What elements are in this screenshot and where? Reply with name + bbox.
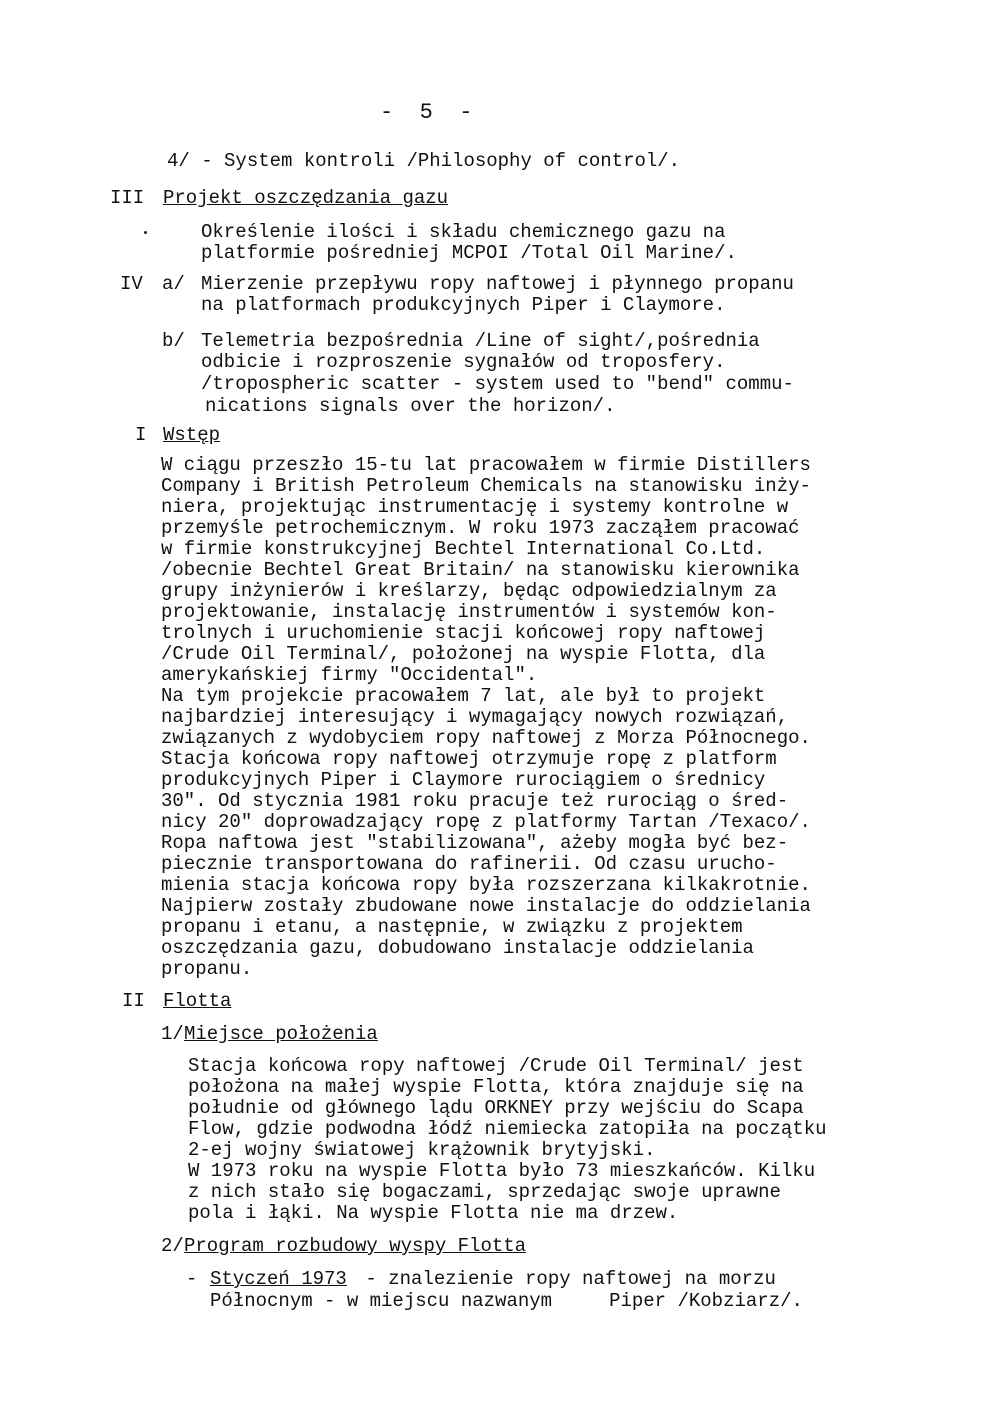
intro-paragraph-line: propanu. [161,958,253,980]
section-3-number: III [110,187,145,209]
location-paragraph-line: W 1973 roku na wyspie Flotta było 73 mieszkańców. Kilku [188,1160,816,1182]
intro-paragraph-line: /obecnie Bechtel Great Britain/ na stanowisku kierownika [161,559,800,581]
location-paragraph-line: Stacja końcowa ropy naftowej /Crude Oil Terminal/ jest [188,1055,804,1077]
stray-dot [144,231,147,234]
intro-paragraph-line: projektowanie, instalację instrumentów i systemów kon- [161,601,777,623]
section-2-title: Flotta [163,990,232,1012]
intro-paragraph-line: przemyśle petrochemicznym. W roku 1973 zacząłem pracować [161,517,800,539]
toc-item-4: 4/ - System kontroli /Philosophy of control/. [167,150,681,172]
timeline-date: Styczeń 1973 [210,1268,347,1290]
intro-paragraph-line: najbardziej interesujący i wymagający nowych rozwiązań, [161,706,789,728]
section-4-b-line: odbicie i rozproszenie sygnałów od troposfery. [201,351,726,373]
section-3-title: Projekt oszczędzania gazu [163,187,449,209]
intro-paragraph-line: niera, projektując instrumentację i systemy kontrolne w [161,496,789,518]
intro-paragraph-line: 30". Od stycznia 1981 roku pracuje też rurociąg o śred- [161,790,789,812]
location-paragraph-line: z nich stało się bogaczami, sprzedając swoje uprawne [188,1181,781,1203]
subsection-1-title: Miejsce położenia [184,1023,378,1045]
intro-paragraph-line: nicy 20" doprowadzający ropę z platformy Tartan /Texaco/. [161,811,811,833]
location-paragraph-line: pola i łąki. Na wyspie Flotta nie ma drzew. [188,1202,679,1224]
section-4-b-line: /tropospheric scatter - system used to "bend" commu- [201,373,794,395]
section-1-title: Wstęp [163,424,221,446]
subsection-2-title: Program rozbudowy wyspy Flotta [184,1235,527,1257]
location-paragraph-line: położona na małej wyspie Flotta, która znajduje się na [188,1076,804,1098]
intro-paragraph-line: mienia stacja końcowa ropy była rozszerzana kilkakrotnie. [161,874,811,896]
intro-paragraph-line: produkcyjnych Piper i Claymore rurociągiem o średnicy [161,769,766,791]
timeline-text-line2: Północnym - w miejscu nazwanym Piper /Kobziarz/. [210,1290,803,1312]
intro-paragraph-line: w firmie konstrukcyjnej Bechtel International Co.Ltd. [161,538,766,560]
subsection-1-number: 1/ [161,1023,184,1045]
section-4-a-line: na platformach produkcyjnych Piper i Claymore. [201,294,726,316]
section-4-number: IV [120,273,143,295]
intro-paragraph-line: Stacja końcowa ropy naftowej otrzymuje ropę z platform [161,748,777,770]
intro-paragraph-line: /Crude Oil Terminal/, położonej na wyspie Flotta, dla [161,643,766,665]
section-2-number: II [122,990,145,1012]
page-number: - 5 - [380,100,473,125]
subsection-2-number: 2/ [161,1235,184,1257]
section-4-b-label: b/ [162,330,185,352]
intro-paragraph-line: W ciągu przeszło 15-tu lat pracowałem w firmie Distillers [161,454,811,476]
intro-paragraph-line: propanu i etanu, a następnie, w związku z projektem [161,916,743,938]
section-4-a-label: a/ [162,273,185,295]
intro-paragraph-line: grupy inżynierów i kreślarzy, będąc odpowiedzialnym za [161,580,777,602]
intro-paragraph-line: oszczędzania gazu, dobudowano instalacje oddzielania [161,937,754,959]
intro-paragraph-line: trolnych i uruchomienie stacji końcowej ropy naftowej [161,622,766,644]
timeline-text: - znalezienie ropy naftowej na morzu [354,1268,776,1290]
section-4-a-line: Mierzenie przepływu ropy naftowej i płynnego propanu [201,273,794,295]
intro-paragraph-line: amerykańskiej firmy "Occidental". [161,664,538,686]
intro-paragraph-line: związanych z wydobyciem ropy naftowej z Morza Północnego. [161,727,811,749]
section-4-b-line: Telemetria bezpośrednia /Line of sight/,pośrednia [201,330,760,352]
intro-paragraph-line: Na tym projekcie pracowałem 7 lat, ale był to projekt [161,685,766,707]
intro-paragraph-line: Najpierw zostały zbudowane nowe instalacje do oddzielania [161,895,811,917]
location-paragraph-line: 2-ej wojny światowej krążownik brytyjski. [188,1139,656,1161]
location-paragraph-line: południe od głównego lądu ORKNEY przy wejściu do Scapa [188,1097,804,1119]
section-3-line: Określenie ilości i składu chemicznego gazu na [201,221,726,243]
location-paragraph-line: Flow, gdzie podwodna łódź niemiecka zatopiła na początku [188,1118,827,1140]
intro-paragraph-line: Ropa naftowa jest "stabilizowana", ażeby mogła być bez- [161,832,789,854]
section-4-b-line: nications signals over the horizon/. [205,395,616,417]
intro-paragraph-line: piecznie transportowana do rafinerii. Od czasu urucho- [161,853,777,875]
section-1-number: I [135,424,147,446]
timeline-dash: - [186,1268,198,1290]
section-3-line: platformie pośredniej MCPOI /Total Oil Marine/. [201,242,737,264]
intro-paragraph-line: Company i British Petroleum Chemicals na stanowisku inży- [161,475,811,497]
